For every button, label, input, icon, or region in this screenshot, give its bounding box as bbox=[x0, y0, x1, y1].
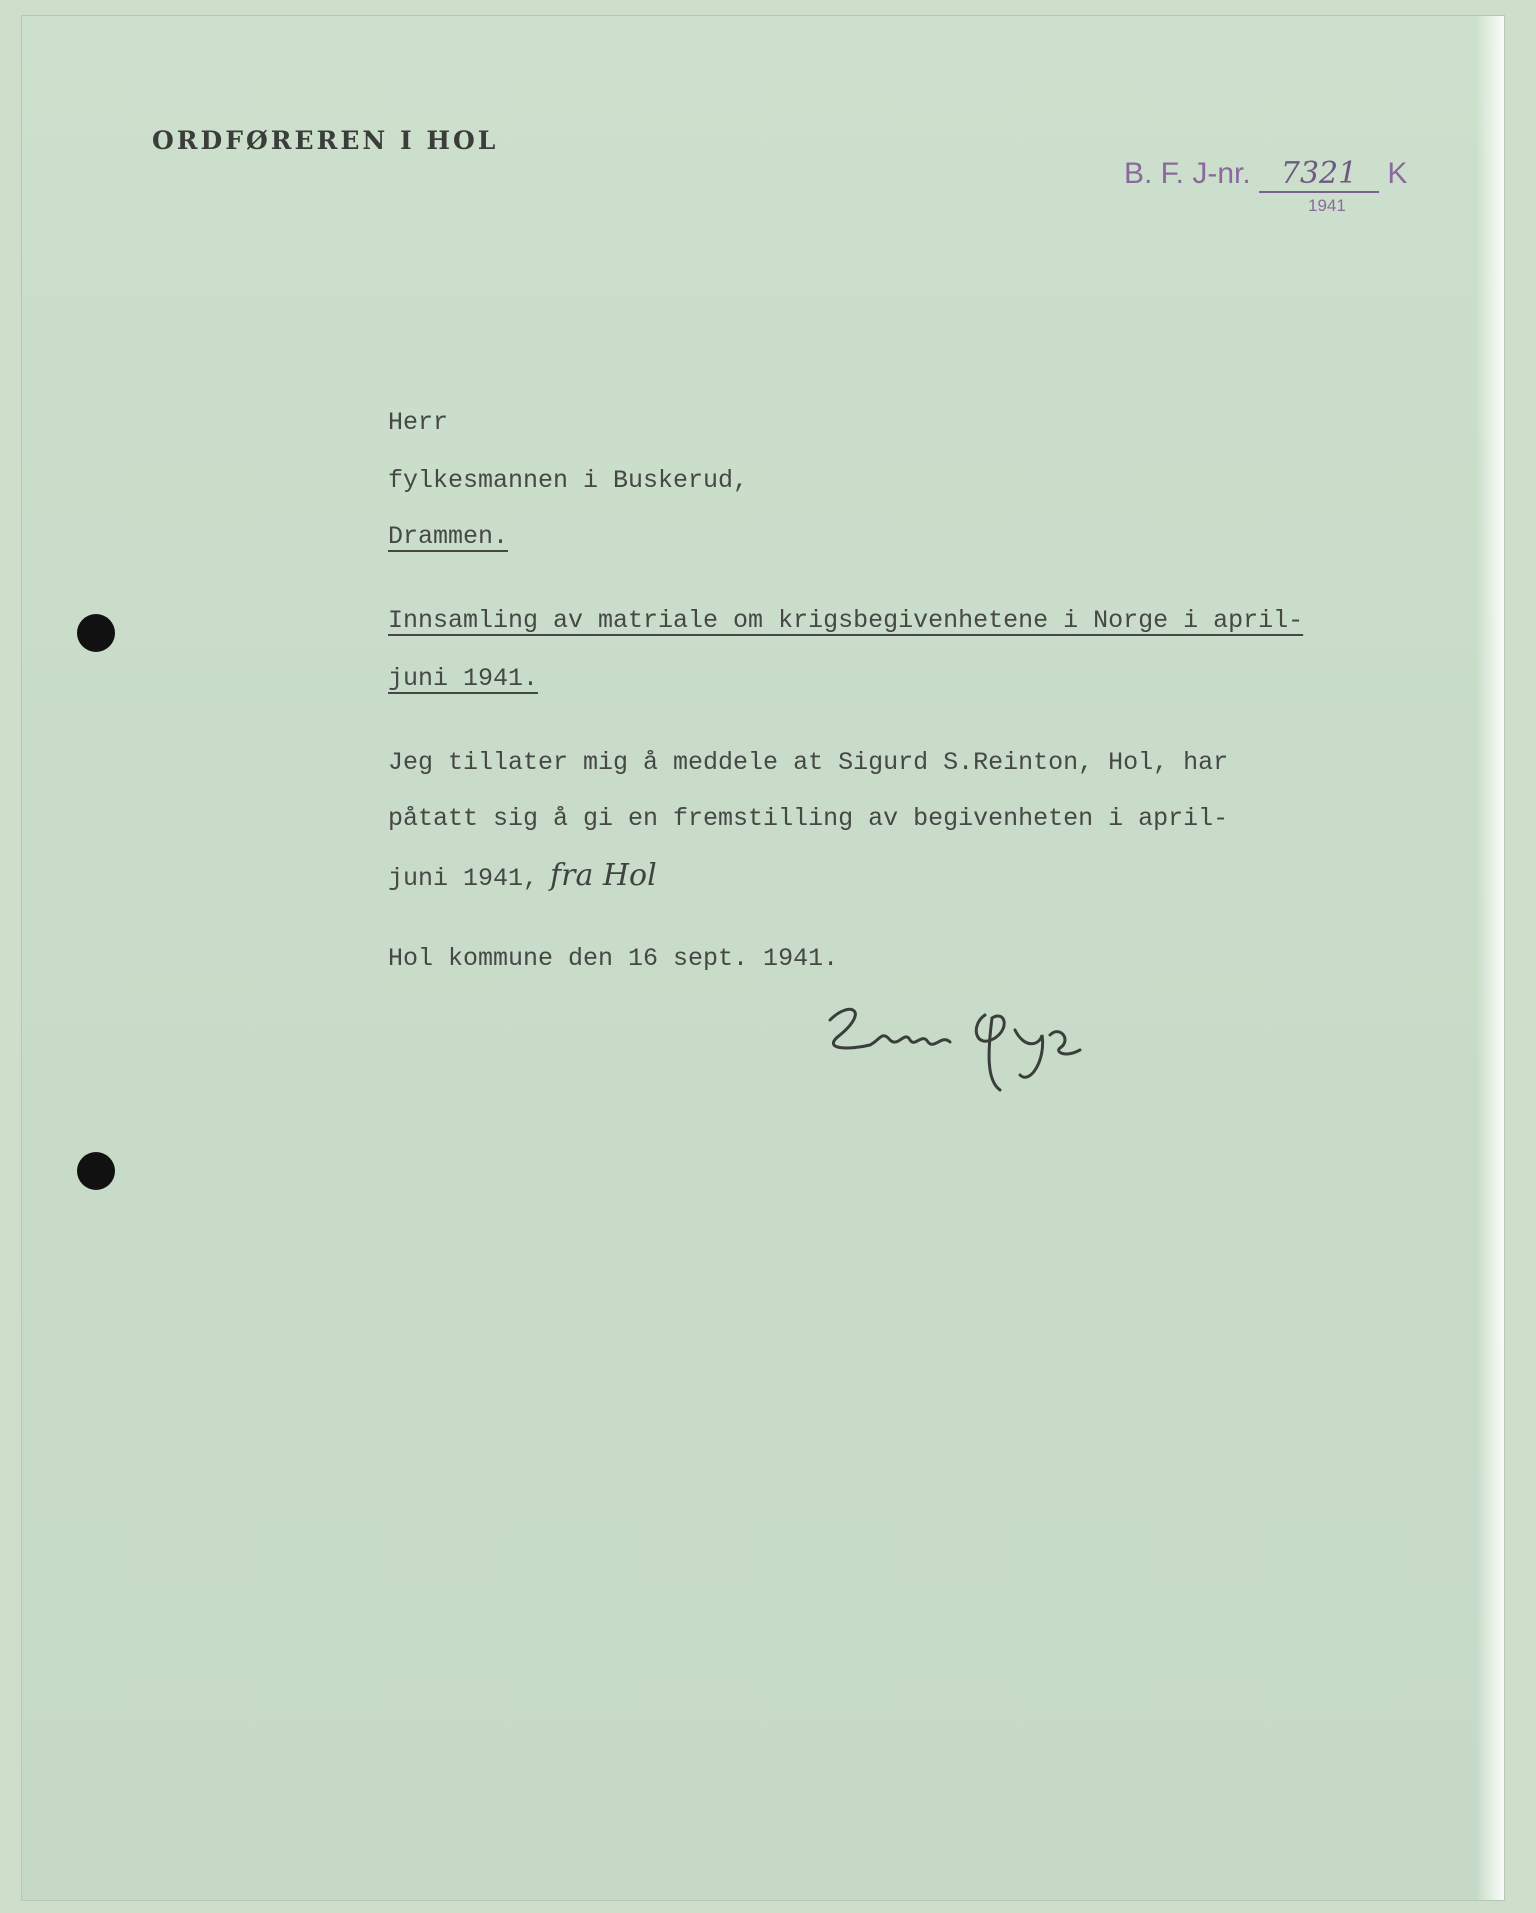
body-line-3-text: juni 1941, bbox=[388, 864, 539, 893]
salutation: Herr bbox=[388, 408, 449, 437]
registry-stamp bbox=[1124, 156, 1407, 193]
handwritten-insert: fra Hol bbox=[550, 858, 657, 893]
stamp-prefix: B. F. J-nr. bbox=[1124, 157, 1251, 190]
signature bbox=[810, 990, 1150, 1110]
paper-edge bbox=[1476, 16, 1504, 1900]
recipient-city: Drammen. bbox=[388, 522, 509, 551]
recipient: fylkesmannen i Buskerud, bbox=[388, 466, 749, 495]
body-line-2: påtatt sig å gi en fremstilling av begivenheten i april- bbox=[388, 804, 1229, 833]
dateline: Hol kommune den 16 sept. 1941. bbox=[388, 944, 839, 973]
punch-hole-top bbox=[77, 614, 115, 652]
subject-line-2: juni 1941. bbox=[388, 664, 539, 693]
punch-hole-bottom bbox=[77, 1152, 115, 1190]
stamp-year: 1941 bbox=[1308, 196, 1346, 215]
subject-line-1: Innsamling av matriale om krigsbegivenhetene i Norge i april- bbox=[388, 606, 1304, 635]
body-line-1: Jeg tillater mig å meddele at Sigurd S.Reinton, Hol, har bbox=[388, 748, 1229, 777]
stamp-suffix: K bbox=[1387, 157, 1408, 190]
letterhead: ORDFØREREN I HOL bbox=[152, 126, 499, 155]
stamp-number: 7321 bbox=[1259, 156, 1379, 193]
body-line-3 bbox=[388, 858, 657, 893]
